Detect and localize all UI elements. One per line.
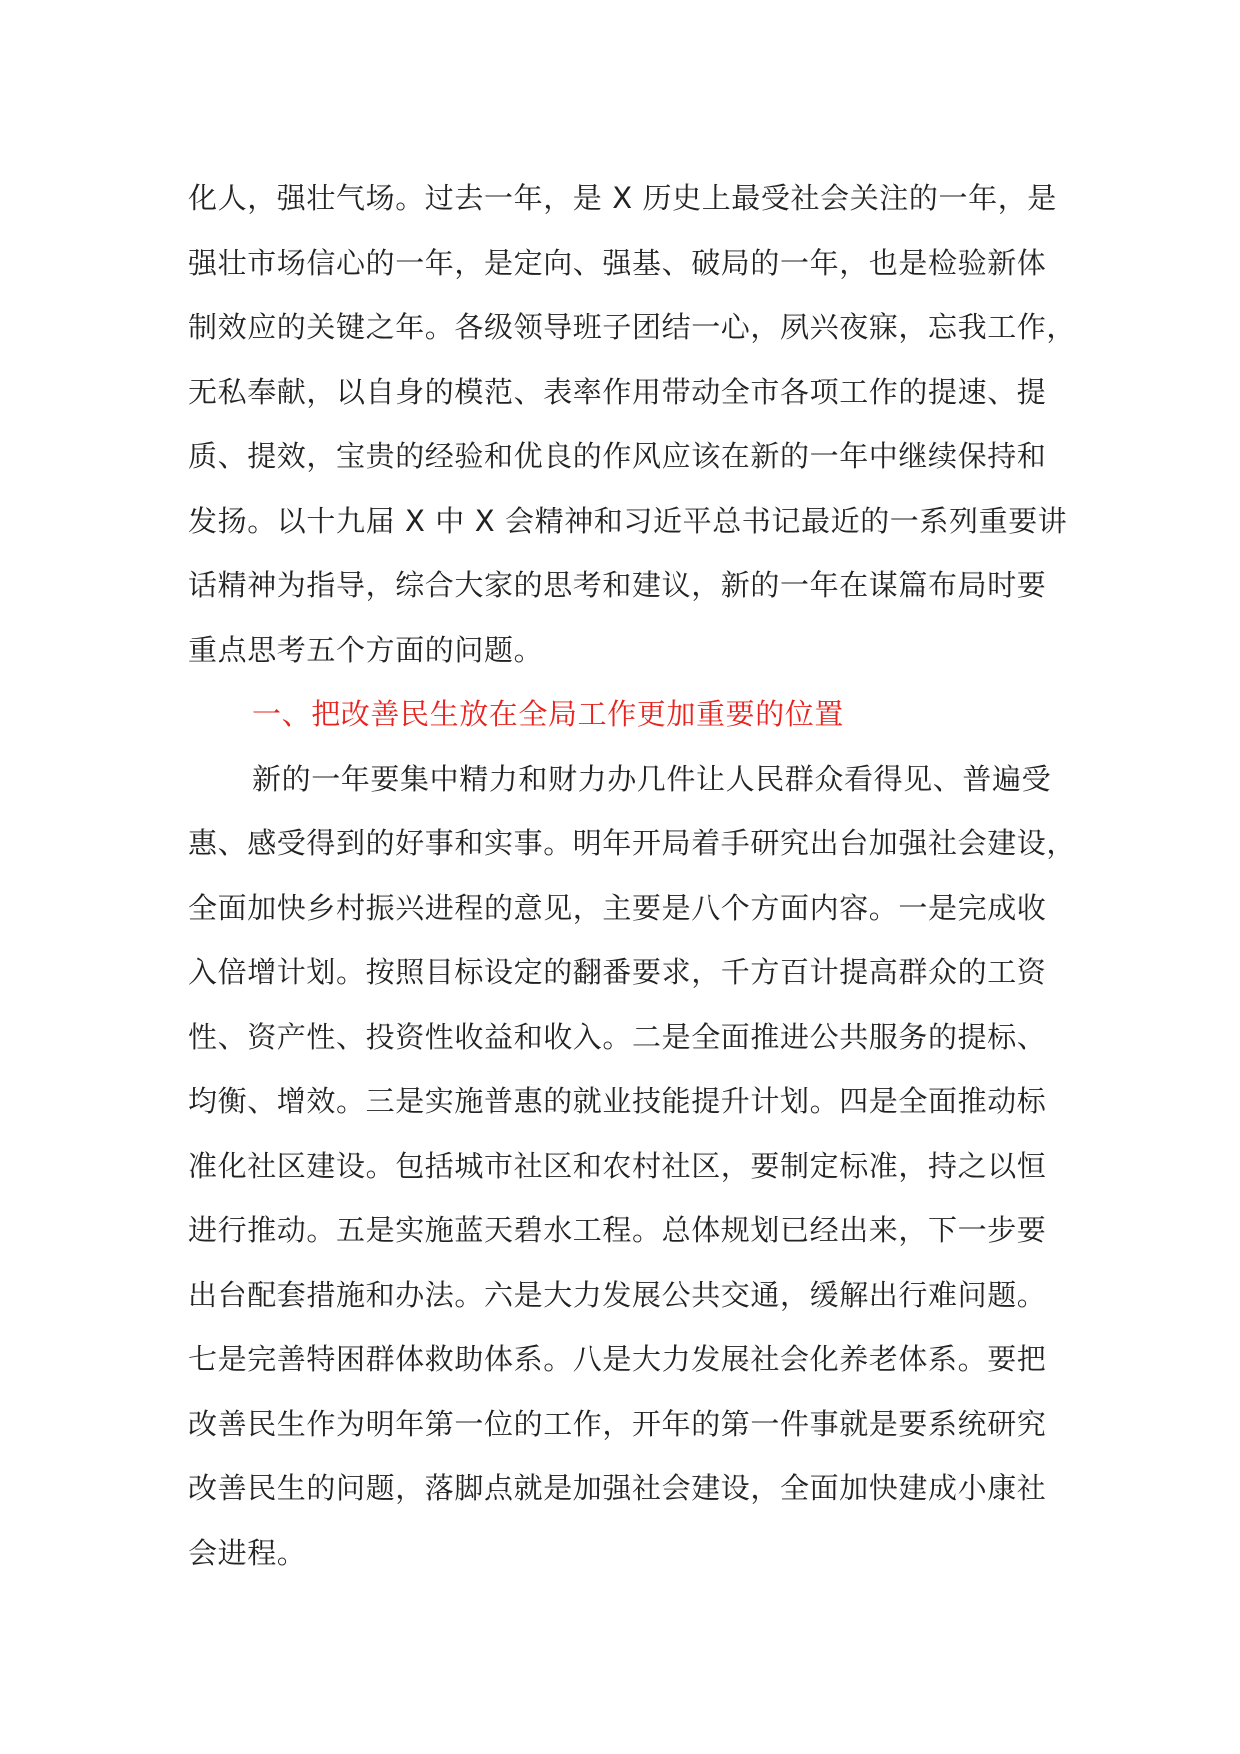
paragraph-line: 惠、感受得到的好事和实事。明年开局着手研究出台加强社会建设， [188, 826, 1077, 860]
paragraph-line: 全面加快乡村振兴进程的意见，主要是八个方面内容。一是完成收 [188, 890, 1047, 925]
paragraph-line: 质、提效，宝贵的经验和优良的作风应该在新的一年中继续保持和 [188, 439, 1047, 473]
paragraph-line: 重点思考五个方面的问题。 [188, 632, 544, 667]
paragraph-line: 话精神为指导，综合大家的思考和建议，新的一年在谋篇布局时要 [188, 568, 1047, 602]
paragraph-line: 进行推动。五是实施蓝天碧水工程。总体规划已经出来，下一步要 [188, 1213, 1047, 1247]
paragraph-line: 均衡、增效。三是实施普惠的就业技能提升计划。四是全面推动标 [188, 1084, 1047, 1118]
paragraph-line: 入倍增计划。按照目标设定的翻番要求，千方百计提高群众的工资 [188, 955, 1047, 989]
paragraph-line: 新的一年要集中精力和财力办几件让人民群众看得见、普遍受 [252, 761, 1052, 796]
paragraph-line: 发扬。以十九届 X 中 X 会精神和习近平总书记最近的一系列重要讲 [188, 503, 1068, 538]
paragraph-line: 强壮市场信心的一年，是定向、强基、破局的一年，也是检验新体 [188, 245, 1047, 280]
section-heading: 一、把改善民生放在全局工作更加重要的位置 [252, 697, 845, 731]
paragraph-line: 出台配套措施和办法。六是大力发展公共交通，缓解出行难问题。 [188, 1277, 1047, 1312]
paragraph-line: 化人，强壮气场。过去一年，是 X 历史上最受社会关注的一年，是 [188, 181, 1057, 215]
paragraph-line: 无私奉献，以自身的模范、表率作用带动全市各项工作的提速、提 [188, 374, 1047, 409]
document-body [188, 166, 1077, 1585]
paragraph-line: 准化社区建设。包括城市社区和农村社区，要制定标准，持之以恒 [188, 1148, 1047, 1183]
paragraph-line: 会进程。 [188, 1535, 307, 1570]
paragraph-line: 制效应的关键之年。各级领导班子团结一心，夙兴夜寐，忘我工作， [188, 310, 1077, 344]
paragraph-line: 改善民生作为明年第一位的工作，开年的第一件事就是要系统研究 [188, 1406, 1047, 1441]
paragraph-line: 七是完善特困群体救助体系。八是大力发展社会化养老体系。要把 [188, 1342, 1047, 1376]
paragraph-line: 性、资产性、投资性收益和收入。二是全面推进公共服务的提标、 [188, 1019, 1047, 1054]
paragraph-line: 改善民生的问题，落脚点就是加强社会建设，全面加快建成小康社 [188, 1471, 1047, 1505]
